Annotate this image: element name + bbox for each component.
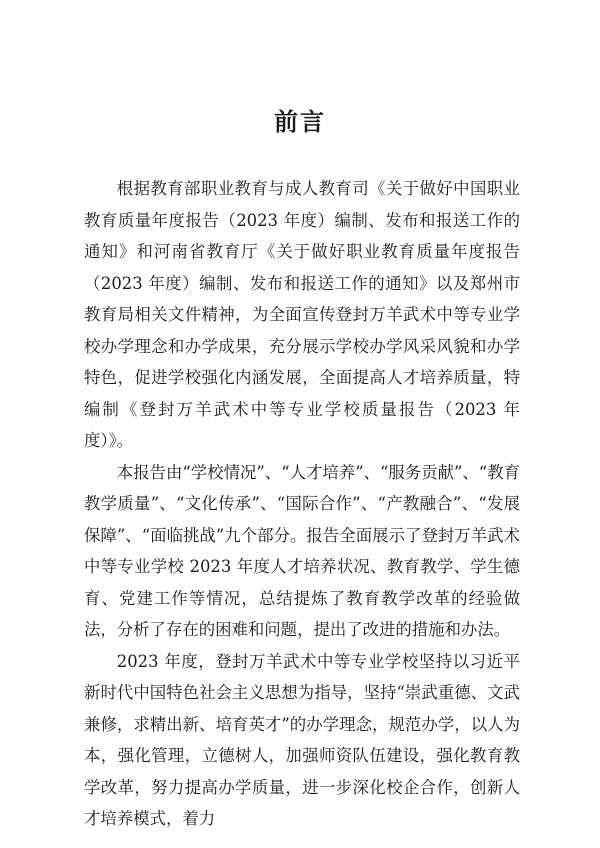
paragraph-3: 2023 年度，登封万羊武术中等专业学校坚持以习近平新时代中国特色社会主义思想为指导，坚持“崇武重德、文武兼修，求精出新、培育英才”的办学理念，规范办学，以人为本，强化管理，立德树人，加强师资队伍建设，强化教育教学改革，努力提高办学质量，进一步深化校企合作，创新人才培养模式，着力 [84, 651, 520, 828]
paragraph-1: 根据教育部职业教育与成人教育司《关于做好中国职业教育质量年度报告（2023 年度）编制、发布和报送工作的通知》和河南省教育厅《关于做好职业教育质量年度报告（2023 年度）编制、发布和报送工作的通知》以及郑州市教育局相关文件精神，为全面宣传登封万羊武术中等专业学校办学理念和办学成果，充分展示学校办学风采风貌和办学特色，促进学校强化内涵发展，全面提高人才培养质量，特编制《登封万羊武术中等专业学校质量报告（2023 年度）》。 [84, 179, 520, 450]
page-title: 前言 [274, 108, 326, 136]
paragraph-2: 本报告由“学校情况”、“人才培养”、“服务贡献”、“教育教学质量”、“文化传承”、“国际合作”、“产教融合”、“发展保障”、“面临挑战”九个部分。报告全面展示了登封万羊武术中等专业学校 2023 年度人才培养状况、教育教学、学生德育、党建工作等情况，总结提炼了教育教学改革的经验做法，分析了存在的困难和问题，提出了改进的措施和办法。 [84, 462, 520, 639]
document-body [84, 173, 520, 835]
